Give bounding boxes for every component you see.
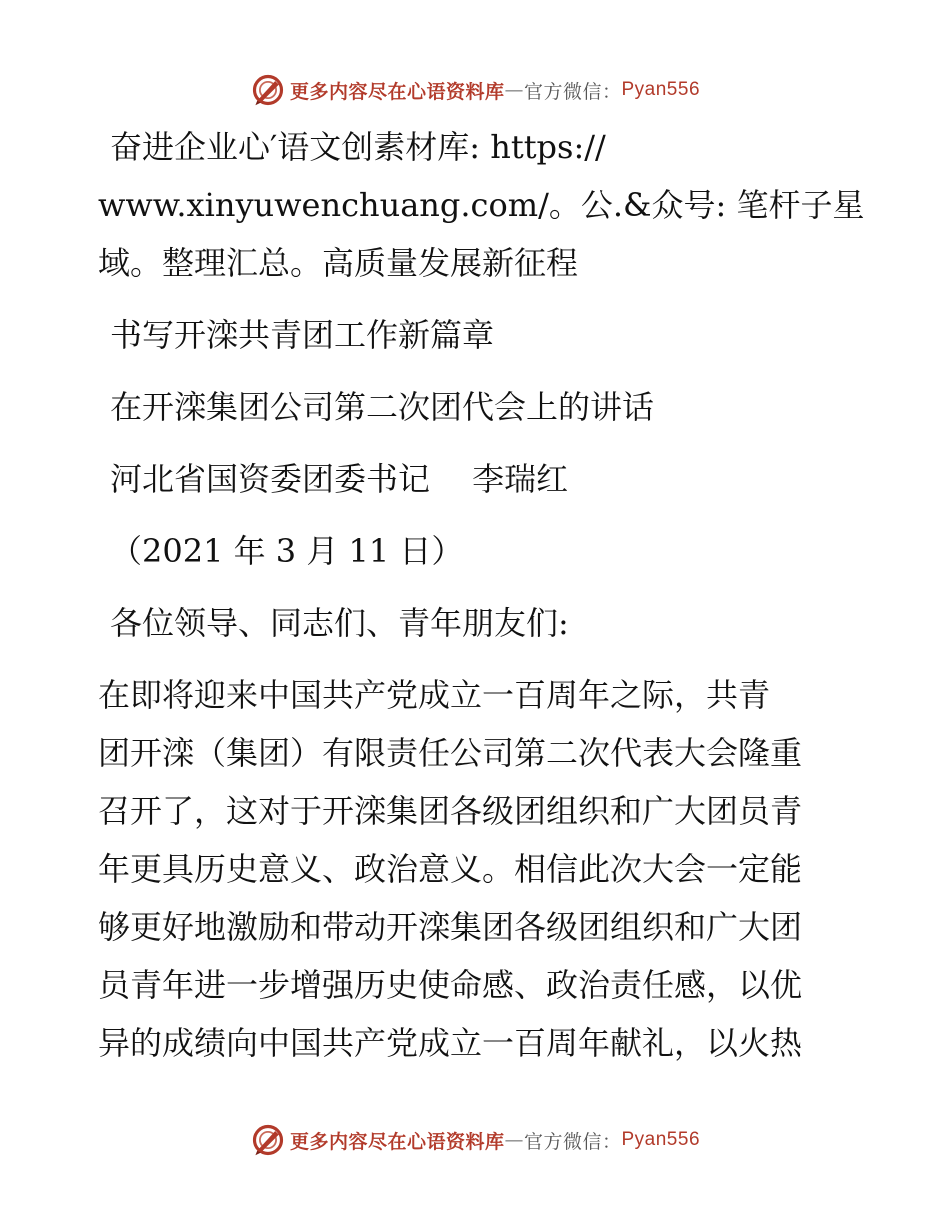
header-watermark (0, 70, 950, 110)
body-line: 够更好地激励和带动开滦集团各级团组织和广大团 (98, 908, 803, 946)
document-body (98, 118, 865, 1072)
watermark-official-label: 官方微信： (523, 1130, 622, 1153)
watermark-wechat-id: Pyan556 (621, 1129, 701, 1150)
body-line: 在即将迎来中国共产党成立一百周年之际，共青 (98, 676, 771, 714)
body-line: 异的成绩向中国共产党成立一百周年献礼，以火热 (98, 1024, 803, 1062)
body-line: 召开了，这对于开滦集团各级团组织和广大团员青 (98, 792, 803, 830)
watermark-separator: — (504, 79, 524, 101)
watermark-official-label: 官方微信： (523, 80, 622, 103)
intro-line-2: www.xinyuwenchuang.com/。公.&众号: 笔杆子星 (98, 186, 865, 224)
body-paragraph (98, 666, 858, 1072)
footer-watermark (0, 1120, 950, 1160)
body-line: 员青年进一步增强历史使命感、政治责任感，以优 (98, 966, 803, 1004)
speaker-line: 河北省国资委团委书记 李瑞红 (110, 460, 569, 498)
date-line: （2021 年 3 月 11 日） (110, 532, 464, 570)
watermark-separator: — (504, 1129, 524, 1151)
title-sub: 在开滦集团公司第二次团代会上的讲话 (110, 388, 655, 426)
watermark-text: 更多内容尽在心语资料库 (289, 80, 505, 103)
pen-logo-icon (250, 1122, 286, 1158)
pen-logo-icon (250, 72, 286, 108)
intro-line-1: 奋进企业心′语文创素材库: https:// (110, 128, 606, 166)
body-line: 年更具历史意义、政治意义。相信此次大会一定能 (98, 850, 803, 888)
body-line: 团开滦（集团）有限责任公司第二次代表大会隆重 (98, 734, 803, 772)
watermark-text: 更多内容尽在心语资料库 (289, 1130, 505, 1153)
intro-line-3: 域。整理汇总。高质量发展新征程 (98, 244, 579, 282)
title-main: 书写开滦共青团工作新篇章 (110, 316, 495, 354)
watermark-wechat-id: Pyan556 (621, 79, 701, 100)
salutation: 各位领导、同志们、青年朋友们: (110, 604, 569, 642)
